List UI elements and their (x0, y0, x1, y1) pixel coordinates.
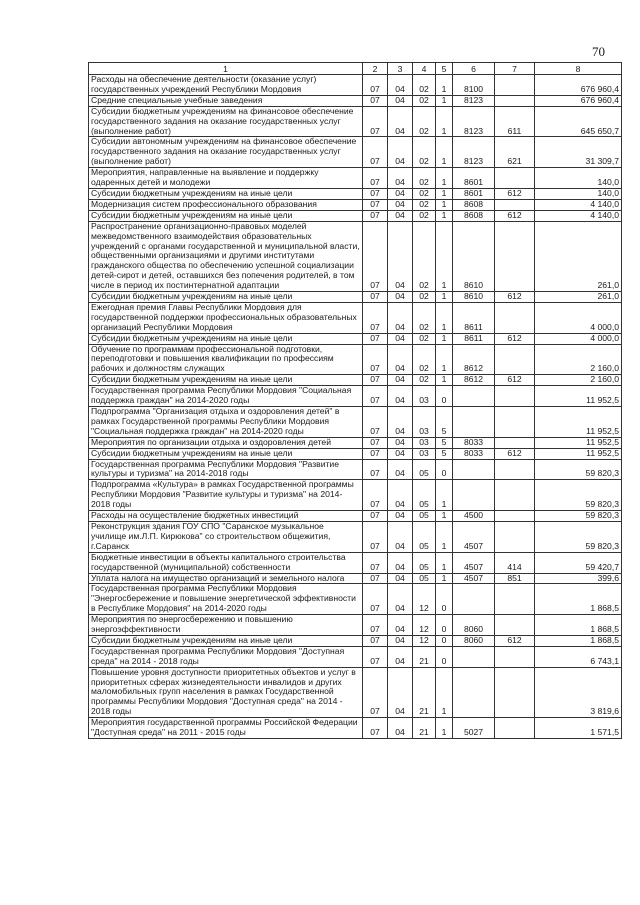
code-subprogram: 1 (436, 333, 453, 344)
table-row (89, 511, 622, 522)
code-program: 02 (413, 75, 436, 96)
header-cell: 3 (388, 63, 413, 75)
row-name: Государственная программа Республики Мордовия "Развитие культуры и туризма" на 2014-2018 годы (89, 459, 363, 480)
row-amount: 4 140,0 (535, 199, 622, 210)
code-target: 8601 (453, 188, 495, 199)
code-target: 4500 (453, 511, 495, 522)
code-expense-type (495, 95, 535, 106)
table-row (89, 137, 622, 168)
row-name: Субсидии автономным учреждениям на финансовое обеспечение государственного задания на оказание государственных услуг (выполнение работ) (89, 137, 363, 168)
row-amount: 1 868,5 (535, 615, 622, 636)
budget-table (88, 62, 622, 739)
code-subsection: 04 (388, 459, 413, 480)
row-amount: 645 650,7 (535, 106, 622, 137)
row-name: Субсидии бюджетным учреждениям на иные цели (89, 333, 363, 344)
row-name: Ежегодная премия Главы Республики Мордовия для государственной поддержки профессиональных образовательных организаций Республики Мордовия (89, 302, 363, 333)
row-amount: 59 820,3 (535, 521, 622, 552)
code-expense-type (495, 168, 535, 189)
table-row (89, 344, 622, 375)
code-subsection: 04 (388, 521, 413, 552)
code-section: 07 (363, 106, 388, 137)
code-section: 07 (363, 635, 388, 646)
code-expense-type: 414 (495, 552, 535, 573)
row-amount: 31 309,7 (535, 137, 622, 168)
code-subprogram: 0 (436, 386, 453, 407)
table-row (89, 168, 622, 189)
row-name: Государственная программа Республики Мордовия "Доступная среда" на 2014 - 2018 годы (89, 646, 363, 667)
code-target: 8608 (453, 199, 495, 210)
code-target: 8610 (453, 292, 495, 303)
row-amount: 261,0 (535, 221, 622, 291)
code-expense-type: 612 (495, 635, 535, 646)
code-target (453, 584, 495, 615)
code-target: 4507 (453, 552, 495, 573)
code-subsection: 04 (388, 667, 413, 718)
code-subprogram: 0 (436, 646, 453, 667)
code-section: 07 (363, 75, 388, 96)
code-section: 07 (363, 199, 388, 210)
code-subprogram: 1 (436, 199, 453, 210)
row-amount: 2 160,0 (535, 344, 622, 375)
code-expense-type: 612 (495, 210, 535, 221)
code-section: 07 (363, 188, 388, 199)
code-program: 12 (413, 615, 436, 636)
row-name: Государственная программа Республики Мордовия "Энергосбережение и повышение энергетической эффективности в Республике Мордовия" на 2014-2020 годы (89, 584, 363, 615)
code-subprogram: 5 (436, 437, 453, 448)
row-name: Распространение организационно-правовых моделей межведомственного взаимодействия образовательных учреждений с органами государственной и муниципальной власти, общественными организациями и другими институтами гражданского общества по обеспечению успешной социализации детей-сирот и детей, оставшихся без попечения родителей, в том числе в период их постинтернатной адаптации (89, 221, 363, 291)
code-subsection: 04 (388, 635, 413, 646)
code-expense-type (495, 646, 535, 667)
code-section: 07 (363, 221, 388, 291)
code-program: 02 (413, 168, 436, 189)
code-subsection: 04 (388, 137, 413, 168)
row-name: Уплата налога на имущество организаций и земельного налога (89, 573, 363, 584)
code-expense-type: 611 (495, 106, 535, 137)
row-name: Подпрограмма «Культура» в рамках Государственной программы Республики Мордовия "Развитие культуры и туризма" на 2014-2018 годы (89, 480, 363, 511)
code-program: 05 (413, 511, 436, 522)
table-row (89, 573, 622, 584)
code-expense-type (495, 459, 535, 480)
code-subprogram: 1 (436, 137, 453, 168)
code-subprogram: 1 (436, 210, 453, 221)
code-target: 8033 (453, 448, 495, 459)
code-subsection: 04 (388, 333, 413, 344)
code-expense-type: 612 (495, 333, 535, 344)
row-amount: 6 743,1 (535, 646, 622, 667)
code-section: 07 (363, 448, 388, 459)
code-target (453, 646, 495, 667)
row-amount: 676 960,4 (535, 75, 622, 96)
row-amount: 1 868,5 (535, 584, 622, 615)
table-row (89, 292, 622, 303)
code-expense-type (495, 521, 535, 552)
table-row (89, 210, 622, 221)
code-target: 8608 (453, 210, 495, 221)
code-subsection: 04 (388, 375, 413, 386)
code-target: 8611 (453, 302, 495, 333)
code-subprogram: 1 (436, 667, 453, 718)
code-subprogram: 5 (436, 407, 453, 438)
code-subsection: 04 (388, 573, 413, 584)
code-section: 07 (363, 718, 388, 739)
code-subsection: 04 (388, 210, 413, 221)
table-row (89, 375, 622, 386)
row-amount: 140,0 (535, 188, 622, 199)
code-target: 4507 (453, 521, 495, 552)
header-cell: 8 (535, 63, 622, 75)
code-target: 8100 (453, 75, 495, 96)
code-subsection: 04 (388, 344, 413, 375)
table-row (89, 221, 622, 291)
code-section: 07 (363, 333, 388, 344)
code-expense-type (495, 511, 535, 522)
header-row (89, 63, 622, 75)
code-subsection: 04 (388, 646, 413, 667)
row-name: Бюджетные инвестиции в объекты капитального строительства государственной (муниципальной) собственности (89, 552, 363, 573)
code-program: 02 (413, 210, 436, 221)
code-expense-type: 612 (495, 292, 535, 303)
code-section: 07 (363, 210, 388, 221)
code-program: 12 (413, 584, 436, 615)
code-program: 21 (413, 646, 436, 667)
code-expense-type (495, 386, 535, 407)
code-subprogram: 1 (436, 221, 453, 291)
code-expense-type (495, 75, 535, 96)
code-program: 05 (413, 459, 436, 480)
code-expense-type (495, 615, 535, 636)
code-subprogram: 1 (436, 718, 453, 739)
row-amount: 59 820,3 (535, 459, 622, 480)
row-amount: 2 160,0 (535, 375, 622, 386)
code-target: 8123 (453, 106, 495, 137)
code-program: 05 (413, 573, 436, 584)
table-row (89, 448, 622, 459)
row-amount: 11 952,5 (535, 437, 622, 448)
code-target (453, 459, 495, 480)
code-program: 03 (413, 437, 436, 448)
code-subsection: 04 (388, 106, 413, 137)
code-program: 03 (413, 386, 436, 407)
code-expense-type (495, 480, 535, 511)
code-subsection: 04 (388, 437, 413, 448)
row-name: Реконструкция здания ГОУ СПО "Саранское музыкальное училище им.Л.П. Кирюкова" со строительством общежития, г.Саранск (89, 521, 363, 552)
code-subprogram: 1 (436, 188, 453, 199)
row-name: Субсидии бюджетным учреждениям на иные цели (89, 448, 363, 459)
code-subsection: 04 (388, 718, 413, 739)
row-name: Мероприятия, направленные на выявление и поддержку одаренных детей и молодежи (89, 168, 363, 189)
table-row (89, 407, 622, 438)
row-name: Субсидии бюджетным учреждениям на иные цели (89, 210, 363, 221)
row-amount: 399,6 (535, 573, 622, 584)
code-subsection: 04 (388, 75, 413, 96)
row-amount: 4 000,0 (535, 333, 622, 344)
code-expense-type: 621 (495, 137, 535, 168)
code-section: 07 (363, 552, 388, 573)
row-name: Обучение по программам профессиональной подготовки, переподготовки и повышения квалификации по профессиям рабочих и должностям служащих (89, 344, 363, 375)
row-name: Субсидии бюджетным учреждениям на иные цели (89, 635, 363, 646)
table-row (89, 667, 622, 718)
code-subprogram: 1 (436, 168, 453, 189)
code-section: 07 (363, 521, 388, 552)
code-subprogram: 0 (436, 584, 453, 615)
code-section: 07 (363, 95, 388, 106)
code-target: 8123 (453, 137, 495, 168)
code-target: 8611 (453, 333, 495, 344)
table-row (89, 718, 622, 739)
code-program: 02 (413, 106, 436, 137)
table-row (89, 333, 622, 344)
row-name: Мероприятия государственной программы Российской Федерации "Доступная среда" на 2011 - 2015 годы (89, 718, 363, 739)
table-row (89, 386, 622, 407)
row-amount: 59 820,3 (535, 511, 622, 522)
code-subsection: 04 (388, 584, 413, 615)
code-target: 8060 (453, 635, 495, 646)
code-expense-type (495, 302, 535, 333)
page-number: 70 (592, 44, 605, 59)
row-name: Подпрограмма "Организация отдыха и оздоровления детей" в рамках Государственной программы Республики Мордовия "Социальная поддержка граждан" на 2014-2020 годы (89, 407, 363, 438)
code-target (453, 407, 495, 438)
code-subsection: 04 (388, 302, 413, 333)
row-amount: 11 952,5 (535, 386, 622, 407)
table-row (89, 95, 622, 106)
code-program: 12 (413, 635, 436, 646)
code-subsection: 04 (388, 188, 413, 199)
row-name: Расходы на обеспечение деятельности (оказание услуг) государственных учреждений Республики Мордовия (89, 75, 363, 96)
code-subprogram: 1 (436, 511, 453, 522)
table-row (89, 552, 622, 573)
code-subprogram: 1 (436, 573, 453, 584)
row-name: Мероприятия по энергосбережению и повышению энергоэффективности (89, 615, 363, 636)
code-expense-type (495, 221, 535, 291)
code-target: 8060 (453, 615, 495, 636)
table-row (89, 106, 622, 137)
code-target: 8033 (453, 437, 495, 448)
code-target: 8610 (453, 221, 495, 291)
code-subprogram: 0 (436, 459, 453, 480)
code-program: 02 (413, 302, 436, 333)
code-expense-type (495, 437, 535, 448)
code-section: 07 (363, 302, 388, 333)
code-subprogram: 1 (436, 302, 453, 333)
code-program: 03 (413, 407, 436, 438)
code-target (453, 386, 495, 407)
code-subsection: 04 (388, 95, 413, 106)
table-row (89, 75, 622, 96)
row-name: Мероприятия по организации отдыха и оздоровления детей (89, 437, 363, 448)
code-program: 02 (413, 95, 436, 106)
header-cell: 5 (436, 63, 453, 75)
header-cell: 4 (413, 63, 436, 75)
table-row (89, 521, 622, 552)
row-name: Субсидии бюджетным учреждениям на иные цели (89, 188, 363, 199)
code-subprogram: 0 (436, 635, 453, 646)
code-expense-type (495, 407, 535, 438)
code-target: 8123 (453, 95, 495, 106)
code-section: 07 (363, 137, 388, 168)
row-name: Средние специальные учебные заведения (89, 95, 363, 106)
code-section: 07 (363, 344, 388, 375)
code-target: 4507 (453, 573, 495, 584)
code-program: 03 (413, 448, 436, 459)
code-section: 07 (363, 584, 388, 615)
code-section: 07 (363, 292, 388, 303)
code-target: 8612 (453, 344, 495, 375)
code-subprogram: 1 (436, 480, 453, 511)
table-row (89, 615, 622, 636)
code-target (453, 667, 495, 718)
code-target (453, 480, 495, 511)
row-amount: 59 420,7 (535, 552, 622, 573)
code-program: 02 (413, 344, 436, 375)
code-program: 02 (413, 188, 436, 199)
table-row (89, 437, 622, 448)
row-name: Субсидии бюджетным учреждениям на иные цели (89, 292, 363, 303)
code-program: 05 (413, 552, 436, 573)
code-section: 07 (363, 573, 388, 584)
code-expense-type: 612 (495, 188, 535, 199)
row-amount: 140,0 (535, 168, 622, 189)
row-amount: 1 868,5 (535, 635, 622, 646)
code-subprogram: 0 (436, 615, 453, 636)
code-program: 02 (413, 137, 436, 168)
table-body (89, 75, 622, 739)
code-program: 02 (413, 199, 436, 210)
code-expense-type (495, 667, 535, 718)
row-name: Повышение уровня доступности приоритетных объектов и услуг в приоритетных сферах жизнедеятельности инвалидов и других маломобильных групп населения в рамках Государственной программы Республики Мордовия "Доступная среда" на 2014 - 2018 годы (89, 667, 363, 718)
code-section: 07 (363, 459, 388, 480)
code-expense-type: 612 (495, 375, 535, 386)
code-section: 07 (363, 511, 388, 522)
code-subprogram: 1 (436, 292, 453, 303)
row-amount: 676 960,4 (535, 95, 622, 106)
code-subsection: 04 (388, 448, 413, 459)
code-subsection: 04 (388, 511, 413, 522)
header-cell: 7 (495, 63, 535, 75)
code-subprogram: 1 (436, 375, 453, 386)
code-section: 07 (363, 480, 388, 511)
code-section: 07 (363, 437, 388, 448)
header-cell: 1 (89, 63, 363, 75)
code-subprogram: 1 (436, 521, 453, 552)
code-subsection: 04 (388, 615, 413, 636)
code-expense-type: 612 (495, 448, 535, 459)
code-expense-type: 851 (495, 573, 535, 584)
code-subprogram: 1 (436, 75, 453, 96)
code-subprogram: 5 (436, 448, 453, 459)
row-name: Государственная программа Республики Мордовия "Социальная поддержка граждан" на 2014-2020 годы (89, 386, 363, 407)
code-target: 8612 (453, 375, 495, 386)
row-amount: 3 819,6 (535, 667, 622, 718)
code-subprogram: 1 (436, 344, 453, 375)
code-section: 07 (363, 386, 388, 407)
row-amount: 11 952,5 (535, 407, 622, 438)
code-program: 02 (413, 333, 436, 344)
header-cell: 6 (453, 63, 495, 75)
table-row (89, 302, 622, 333)
code-subsection: 04 (388, 386, 413, 407)
code-section: 07 (363, 168, 388, 189)
code-subsection: 04 (388, 221, 413, 291)
row-amount: 11 952,5 (535, 448, 622, 459)
row-name: Расходы на осуществление бюджетных инвестиций (89, 511, 363, 522)
table-row (89, 635, 622, 646)
code-section: 07 (363, 615, 388, 636)
row-amount: 1 571,5 (535, 718, 622, 739)
code-subsection: 04 (388, 168, 413, 189)
code-program: 21 (413, 718, 436, 739)
code-program: 02 (413, 292, 436, 303)
code-section: 07 (363, 375, 388, 386)
row-amount: 4 000,0 (535, 302, 622, 333)
code-expense-type (495, 718, 535, 739)
row-amount: 4 140,0 (535, 210, 622, 221)
code-section: 07 (363, 667, 388, 718)
code-target: 8601 (453, 168, 495, 189)
row-name: Субсидии бюджетным учреждениям на иные цели (89, 375, 363, 386)
code-section: 07 (363, 646, 388, 667)
code-subsection: 04 (388, 480, 413, 511)
row-amount: 261,0 (535, 292, 622, 303)
table-row (89, 584, 622, 615)
table-row (89, 188, 622, 199)
code-program: 02 (413, 221, 436, 291)
code-target: 5027 (453, 718, 495, 739)
code-expense-type (495, 344, 535, 375)
code-subsection: 04 (388, 292, 413, 303)
table-row (89, 459, 622, 480)
table-row (89, 646, 622, 667)
code-program: 05 (413, 480, 436, 511)
code-subsection: 04 (388, 407, 413, 438)
row-name: Субсидии бюджетным учреждениям на финансовое обеспечение государственного задания на оказание государственных услуг (выполнение работ) (89, 106, 363, 137)
code-subprogram: 1 (436, 95, 453, 106)
header-cell: 2 (363, 63, 388, 75)
code-subsection: 04 (388, 552, 413, 573)
code-subprogram: 1 (436, 106, 453, 137)
table-row (89, 480, 622, 511)
code-program: 05 (413, 521, 436, 552)
code-subprogram: 1 (436, 552, 453, 573)
table-row (89, 199, 622, 210)
code-expense-type (495, 584, 535, 615)
code-subsection: 04 (388, 199, 413, 210)
row-amount: 59 820,3 (535, 480, 622, 511)
row-name: Модернизация систем профессионального образования (89, 199, 363, 210)
code-section: 07 (363, 407, 388, 438)
code-program: 21 (413, 667, 436, 718)
code-program: 02 (413, 375, 436, 386)
code-expense-type (495, 199, 535, 210)
